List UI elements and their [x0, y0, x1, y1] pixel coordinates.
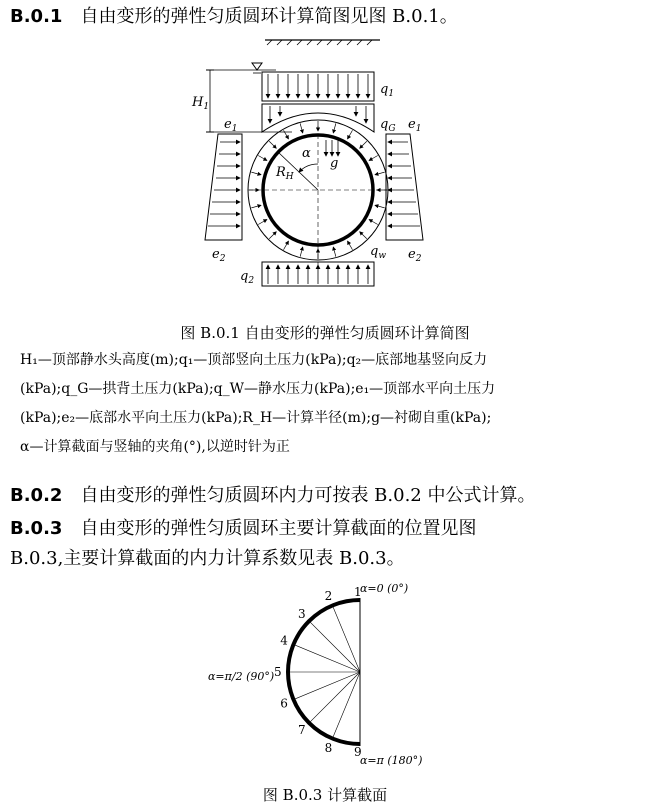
label-e2-right: $e_2$	[408, 247, 422, 264]
label-alpha-180: α=π (180°)	[360, 754, 423, 767]
figure-b03-diagram	[200, 580, 440, 775]
water-pressure-arrow	[360, 141, 367, 148]
label-q2: $q_2$	[240, 269, 255, 286]
water-pressure-arrow	[375, 205, 385, 208]
section-text: 自由变形的弹性匀质圆环计算简图见图 B.0.1。	[80, 6, 458, 27]
water-pressure-arrow	[300, 247, 303, 257]
label-e1-left: $e_1$	[224, 117, 238, 134]
water-pressure-arrow	[269, 232, 276, 239]
section-number-label: 3	[298, 607, 306, 622]
label-e1-right: $e_1$	[408, 117, 422, 134]
water-pressure-arrow	[269, 141, 276, 148]
water-pressure-arrow	[251, 205, 261, 208]
label-q1: $q_1$	[380, 82, 395, 99]
label-alpha-0: α=0 (0°)	[360, 582, 409, 595]
figure-b01-diagram	[180, 30, 450, 288]
section-text: 自由变形的弹性匀质圆环内力可按表 B.0.2 中公式计算。	[80, 485, 536, 506]
section-b03-line2: B.0.3,主要计算截面的内力计算系数见表 B.0.3。	[10, 548, 405, 569]
water-pressure-arrow	[333, 247, 336, 257]
legend-line-4: α—计算截面与竖轴的夹角(°),以逆时针为正	[20, 439, 290, 455]
water-pressure-arrow	[258, 220, 267, 225]
water-pressure-arrow	[375, 172, 385, 175]
section-b03	[10, 516, 640, 542]
water-pressure-arrow	[300, 123, 303, 133]
water-pressure-arrow	[348, 241, 353, 250]
section-number: B.0.3	[10, 518, 63, 539]
section-number-label: 8	[324, 740, 333, 755]
water-pressure-arrow	[258, 156, 267, 161]
label-alpha-90: α=π/2 (90°)	[208, 670, 275, 683]
label-alpha: α	[302, 146, 311, 161]
section-number-label: 4	[280, 633, 288, 648]
section-number-label: 1	[354, 585, 362, 599]
section-number-label: 2	[324, 589, 333, 604]
label-qw: $q_w$	[370, 244, 387, 261]
section-number-label: 5	[274, 665, 282, 679]
water-pressure-arrow	[369, 220, 378, 225]
section-number: B.0.2	[10, 485, 63, 506]
legend-line-3: (kPa);e₂—底部水平向土压力(kPa);R_H—计算半径(m);g—衬砌自重(kPa);	[20, 410, 492, 426]
figure-b01-caption: 图 B.0.1 自由变形的弹性匀质圆环计算简图	[180, 324, 470, 342]
legend-line-2: (kPa);q_G—拱背土压力(kPa);q_W—静水压力(kPa);e₁—顶部水平向土压力	[20, 381, 496, 397]
label-h1: $H_1$	[192, 95, 210, 112]
label-g: g	[330, 156, 339, 171]
water-pressure-arrow	[348, 130, 353, 139]
section-number-label: 9	[354, 745, 362, 759]
figure-b03-caption: 图 B.0.3 计算截面	[262, 786, 388, 804]
water-pressure-arrow	[251, 172, 261, 175]
section-ray	[309, 621, 360, 672]
section-text: 自由变形的弹性匀质圆环主要计算截面的位置见图	[80, 518, 477, 539]
water-pressure-arrow	[369, 156, 378, 161]
legend-line-1: H₁—顶部静水头高度(m);q₁—顶部竖向土压力(kPa);q₂—底部地基竖向反力	[20, 352, 488, 368]
water-pressure-arrow	[284, 130, 289, 139]
section-number: B.0.1	[10, 6, 63, 27]
water-pressure-arrow	[360, 232, 367, 239]
section-b02	[10, 483, 640, 509]
label-qg: $q_G$	[380, 117, 396, 134]
section-number-label: 6	[280, 696, 288, 711]
label-e2-left: $e_2$	[212, 247, 226, 264]
water-pressure-arrow	[333, 123, 336, 133]
label-rh: $R_H$	[276, 165, 294, 182]
water-pressure-arrow	[284, 241, 289, 250]
section-ray	[309, 672, 360, 723]
section-number-label: 7	[298, 722, 306, 737]
section-b01	[10, 4, 640, 30]
